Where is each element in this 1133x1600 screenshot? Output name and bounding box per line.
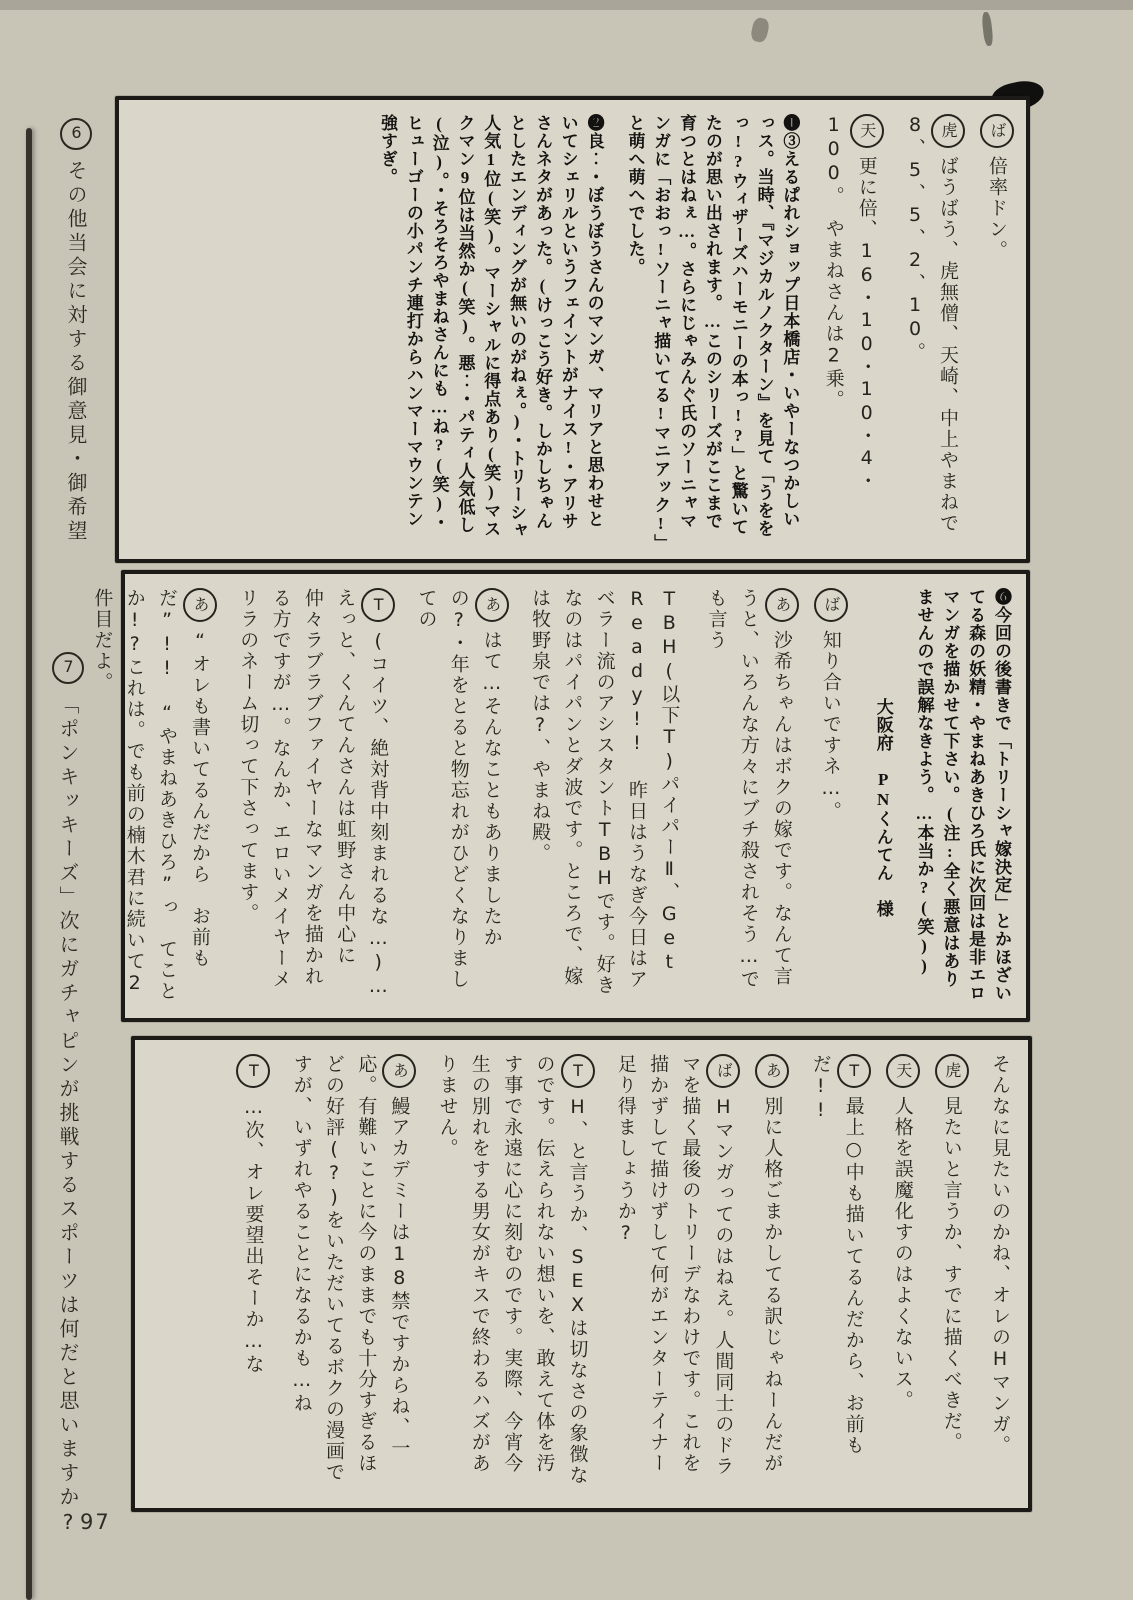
speaker-badge: あ	[183, 588, 217, 622]
comment-entry	[755, 1054, 789, 1494]
comment-entry	[804, 1054, 870, 1494]
letter-text: ❶③えるぱれショップ日本橋店・いやーなつかしいっス。当時、『マジカルノクターン』を見て「うををっ!?ウィザーズハーモニーの本っ!?」と驚いてたのが思い出されます。…このシリーズがここまで育つとはねぇ…。さらにじゃみんぐ氏のソーニャマンガに「おおっ!ソーニャ描いてる!マニアック!」と萌へ萌へでした。	[625, 114, 800, 544]
comment-entry	[886, 1054, 920, 1494]
margin-question-text: 「ポンキッキーズ」次にガチャピンが挑戦するスポーツは何だと思いますか?	[56, 694, 80, 1538]
speaker-badge: T	[361, 588, 395, 622]
comment-text: 別に人格ごまかしてる訳じゃねーんだが	[761, 1096, 784, 1474]
comment-entry	[431, 1054, 594, 1494]
speaker-badge: ば	[980, 114, 1014, 148]
comment-entry	[899, 114, 965, 555]
speaker-badge: T	[236, 1054, 270, 1088]
speaker-badge: 虎	[935, 1054, 969, 1088]
comment-entry	[700, 588, 799, 1004]
comment-text: はて…そんなこともありましたかの?・年をとると物忘れがひどくなりましての	[415, 588, 503, 990]
speaker-badge: あ	[475, 588, 509, 622]
comment-text: そんなに見たいのかね、オレのHマンガ。	[989, 1054, 1011, 1456]
comment-entry	[817, 114, 883, 545]
comment-entry	[232, 588, 395, 1004]
comment-text: ばうばう、虎無僧、天崎、中上やまねで 8、5、5、2、10。	[904, 114, 959, 555]
speaker-badge: 天	[850, 114, 884, 148]
circled-number-badge: 6	[60, 118, 92, 150]
comment-text: 鰻アカデミーは18禁ですからね、一応。有難いことに今のままでも十分すぎるほどの好評(?)をいただいてるボクの漫画ですが、いずれやることになるかも…ね	[290, 1054, 411, 1483]
circled-number-badge: 7	[52, 652, 84, 684]
comment-text: 知り合いですネ…。	[819, 630, 842, 822]
comment-text: 倍率ドン。	[986, 156, 1008, 261]
page-number: 97	[80, 1510, 111, 1534]
comment-text: 沙希ちゃんはボクの嫁です。なんて言うと、いろんな方々にブチ殺されそう…でも言う	[705, 588, 793, 990]
vertical-text-flow	[119, 100, 1026, 559]
speaker-badge: 虎	[931, 114, 965, 148]
vertical-text-flow	[135, 1040, 1028, 1508]
comment-text: (コイツ、絶対背中刻まれるな…)…えっと、くんてんさんは虹野さん中心に仲々ラブラブファイヤーなマンガを描かれる方ですが…。なんか、エロいメイヤーメリラのネーム切って下さってます。	[237, 588, 390, 999]
comment-text: H、と言うか、SEXは切なさの象徴なのです。伝えられない想いを、敢えて体を汚す事で永遠に心に刻むのです。実際、今宵今生の別れをする男女がキスで終わるハズがありません。	[436, 1054, 589, 1486]
comment-text: TBH(以下T)パイパーⅡ、Get Ready!! 昨日はうなぎ今日はアベラー流のアシスタントTBHです。好きなのはパイパンとダ波です。ところで、嫁は牧野泉では?、やまね殿。	[529, 588, 681, 996]
comment-text: 見たいと言うか、すでに描くべきだ。	[940, 1096, 963, 1453]
comment-text: “オレも書いてるんだから お前もだ”!! “やまねあきひろ”っ てことか!?これは。でも前の楠木君に続いて2件目だよ。	[91, 588, 211, 1002]
comment-entry	[236, 1054, 270, 1494]
scan-smudge	[750, 17, 771, 44]
page-spine-shadow	[26, 128, 32, 1600]
margin-question-text: その他当会に対する御意見・御希望	[64, 160, 88, 544]
comment-box-3	[131, 1036, 1032, 1512]
reader-letter	[622, 114, 803, 545]
vertical-text-flow	[91, 574, 1026, 1018]
reader-letter	[911, 588, 1014, 1004]
letter-text: ❷良‥・ぼうぼうさんのマンガ、マリアと思わせといてシェリルというフェイントがナイス!・アリサさんネタがあった。(けっこう好き。しかしちゃんとしたエンディングが無いのがねぇ。)・トリーシャ人気1位(笑)。マーシャルに得点あり(笑)マスクマン9位は当然か(笑)。悪‥・パティ人気低し(泣)。・そろそろやまねさんにも…ね?(笑)・ヒューゴーの小パンチ連打からハンマーマウンテン強すぎ。	[377, 114, 604, 540]
speaker-badge: T	[837, 1054, 871, 1088]
comment-entry	[610, 1054, 741, 1494]
speaker-badge: ば	[706, 1054, 740, 1088]
scan-smudge	[981, 12, 994, 47]
reader-letter	[374, 114, 606, 545]
speaker-badge: あ	[765, 588, 799, 622]
letter-attribution	[870, 588, 896, 1004]
comment-entry	[86, 588, 217, 1004]
comment-text: …次、オレ要望出そーか…な	[242, 1096, 265, 1375]
comment-entry	[935, 1054, 969, 1494]
speaker-badge: 天	[886, 1054, 920, 1088]
speaker-badge: あ	[382, 1054, 416, 1088]
comment-entry	[814, 588, 848, 1004]
comment-entry	[285, 1054, 416, 1494]
speaker-badge: ば	[814, 588, 848, 622]
scan-edge-strip	[0, 0, 1133, 10]
comment-box-1	[115, 96, 1030, 563]
comment-entry	[984, 1054, 1016, 1494]
letter-text: ❻今回の後書きで「トリーシャ嫁決定」とかほざいてる森の妖精・やまねあきひろ氏に次回は是非エロマンガを描かせて下さい。(注:全く悪意はありませんので誤解なきよう。…本当か?(笑))	[914, 588, 1011, 1002]
attribution-text: 大阪府 PNくんてん 様	[873, 698, 893, 918]
comment-entry	[524, 588, 685, 1004]
speaker-badge: T	[561, 1054, 595, 1088]
comment-text: 人格を誤魔化すのはよくないス。	[891, 1096, 914, 1411]
comment-entry	[980, 114, 1014, 545]
comment-text: 更に倍、16・10・10・4・100。 やまねさんは2乗。	[822, 114, 878, 492]
margin-question-7	[52, 652, 84, 1582]
speaker-badge: あ	[755, 1054, 789, 1088]
comment-box-2	[91, 570, 1030, 1022]
comment-text: 最上○中も描いてるんだから、お前もだ!!	[809, 1054, 865, 1456]
comment-text: Hマンガってのはねえ。人間同士のドラマを描く最後のトリーデなわけです。これを描かずして描けずして何がエンターテイナー足り得ましょうか?	[614, 1054, 735, 1477]
comment-entry	[410, 588, 509, 1004]
